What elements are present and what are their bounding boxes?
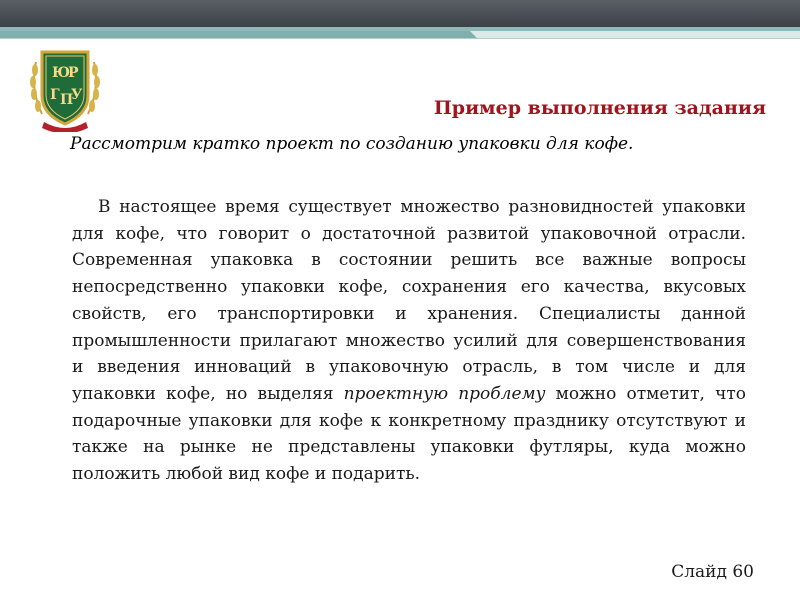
logo-letter-yu: Ю: [52, 65, 71, 81]
logo-letter-u: У: [71, 87, 83, 103]
body-text-part-1: В настоящее время существует множество разновидностей упаковки для кофе, что говорит о достаточной развитой упаковочной отрасли. Современная упаковка в состоянии решить все важные вопросы непосредственно упаковки кофе, сохранения его качества, вкусовых свойств, его транспортировки и хранения. Специалисты данной промышленности прилагают множество усилий для совершенствования и введения инноваций в упаковочную отрасль, в том числе и для упаковки кофе, но выделяя: [72, 197, 746, 404]
body-emphasis: проектную проблему: [343, 383, 546, 404]
logo-letter-g: Г: [50, 87, 60, 103]
intro-text: Рассмотрим кратко проект по созданию упаковки для кофе.: [70, 134, 634, 154]
university-crest-logo: [30, 44, 100, 132]
body-paragraph: [72, 194, 746, 488]
logo-letter-r: Р: [68, 65, 79, 81]
decorative-teal-band: [0, 27, 800, 39]
top-header-bar: [0, 0, 800, 27]
body-text-part-2: можно отметит, что подарочные упаковки для кофе к конкретному празднику отсутствуют и также на рынке не представлены упаковки футляры, куда можно положить любой вид кофе и подарить.: [72, 383, 746, 485]
logo-letter-p: П: [60, 92, 74, 108]
slide-number: Слайд 60: [671, 562, 754, 582]
slide-title: Пример выполнения задания: [433, 97, 766, 119]
